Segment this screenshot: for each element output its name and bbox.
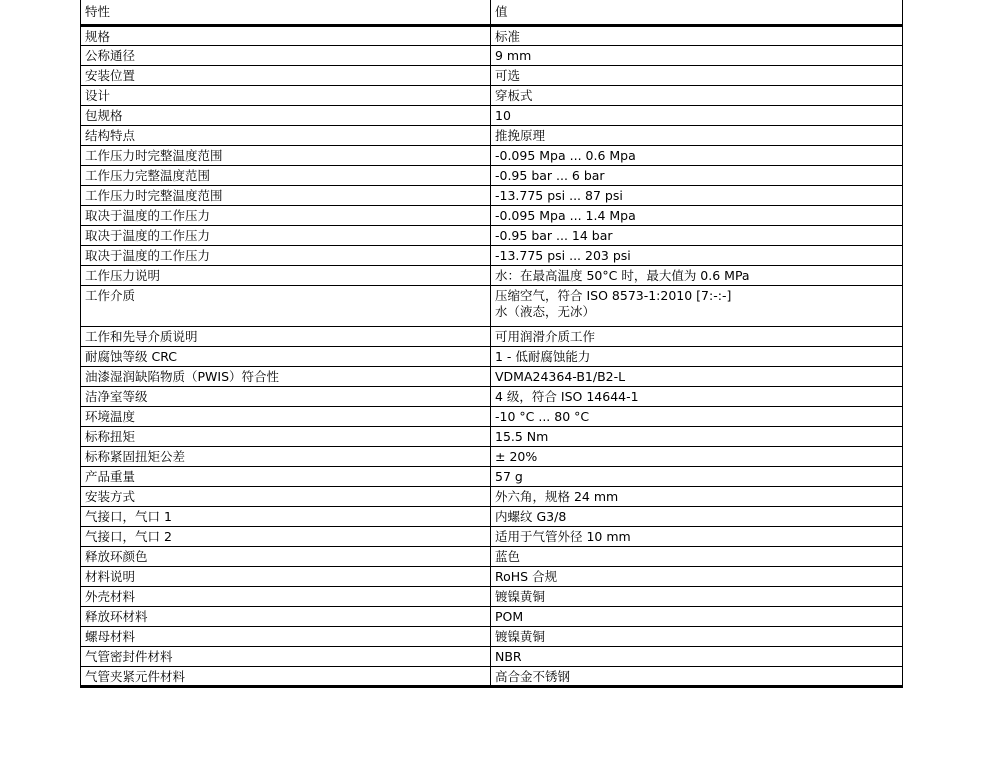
- table-row: [81, 506, 903, 526]
- property-cell: 安装位置: [81, 65, 491, 85]
- property-cell: 规格: [81, 25, 491, 45]
- value-cell: 10: [491, 105, 903, 125]
- table-row: [81, 245, 903, 265]
- table-row: [81, 526, 903, 546]
- table-row: [81, 466, 903, 486]
- table-row: [81, 285, 903, 326]
- property-cell: 工作和先导介质说明: [81, 326, 491, 346]
- property-cell: 外壳材料: [81, 586, 491, 606]
- value-cell: -0.95 bar ... 6 bar: [491, 165, 903, 185]
- property-cell: 工作压力说明: [81, 265, 491, 285]
- table-row: [81, 486, 903, 506]
- value-cell: ± 20%: [491, 446, 903, 466]
- value-cell: 可选: [491, 65, 903, 85]
- value-cell: 15.5 Nm: [491, 426, 903, 446]
- table-row: [81, 145, 903, 165]
- property-cell: 工作压力时完整温度范围: [81, 185, 491, 205]
- value-cell: 推挽原理: [491, 125, 903, 145]
- value-cell: 9 mm: [491, 45, 903, 65]
- value-cell: 适用于气管外径 10 mm: [491, 526, 903, 546]
- property-cell: 气接口，气口 2: [81, 526, 491, 546]
- value-cell: 外六角，规格 24 mm: [491, 486, 903, 506]
- property-cell: 取决于温度的工作压力: [81, 225, 491, 245]
- table-row: [81, 406, 903, 426]
- property-cell: 取决于温度的工作压力: [81, 205, 491, 225]
- table-row: [81, 666, 903, 686]
- table-row: [81, 566, 903, 586]
- property-cell: 工作压力时完整温度范围: [81, 145, 491, 165]
- table-row: [81, 105, 903, 125]
- value-cell: POM: [491, 606, 903, 626]
- table-row: [81, 125, 903, 145]
- table-row: [81, 446, 903, 466]
- value-cell: 4 级，符合 ISO 14644-1: [491, 386, 903, 406]
- table-row: [81, 346, 903, 366]
- value-cell: 57 g: [491, 466, 903, 486]
- value-cell: 压缩空气，符合 ISO 8573-1:2010 [7:-:-] 水（液态，无冰）: [491, 285, 903, 326]
- value-cell: 蓝色: [491, 546, 903, 566]
- value-cell: 镀镍黄铜: [491, 586, 903, 606]
- table-row: [81, 646, 903, 666]
- property-cell: 释放环材料: [81, 606, 491, 626]
- property-cell: 包规格: [81, 105, 491, 125]
- table-row: [81, 626, 903, 646]
- table-row: [81, 546, 903, 566]
- value-cell: -13.775 psi ... 87 psi: [491, 185, 903, 205]
- table-row: [81, 586, 903, 606]
- table-body: [81, 25, 903, 686]
- property-cell: 标称扭矩: [81, 426, 491, 446]
- property-cell: 取决于温度的工作压力: [81, 245, 491, 265]
- value-cell: -0.095 Mpa ... 1.4 Mpa: [491, 205, 903, 225]
- property-cell: 标称紧固扭矩公差: [81, 446, 491, 466]
- table-header-row: [81, 0, 903, 25]
- property-cell: 油漆湿润缺陷物质（PWIS）符合性: [81, 366, 491, 386]
- value-cell: -13.775 psi ... 203 psi: [491, 245, 903, 265]
- table-row: [81, 185, 903, 205]
- value-cell: 标准: [491, 25, 903, 45]
- value-cell: 高合金不锈钢: [491, 666, 903, 686]
- property-cell: 释放环颜色: [81, 546, 491, 566]
- column-header-property: 特性: [81, 0, 491, 25]
- property-cell: 气管密封件材料: [81, 646, 491, 666]
- value-cell: 1 - 低耐腐蚀能力: [491, 346, 903, 366]
- property-cell: 耐腐蚀等级 CRC: [81, 346, 491, 366]
- table-row: [81, 165, 903, 185]
- value-cell: -0.095 Mpa ... 0.6 Mpa: [491, 145, 903, 165]
- table-row: [81, 265, 903, 285]
- property-cell: 螺母材料: [81, 626, 491, 646]
- table-row: [81, 65, 903, 85]
- property-cell: 公称通径: [81, 45, 491, 65]
- property-cell: 材料说明: [81, 566, 491, 586]
- table-row: [81, 25, 903, 45]
- table-row: [81, 205, 903, 225]
- value-cell: RoHS 合规: [491, 566, 903, 586]
- property-cell: 结构特点: [81, 125, 491, 145]
- value-cell: VDMA24364-B1/B2-L: [491, 366, 903, 386]
- table-row: [81, 386, 903, 406]
- property-cell: 安装方式: [81, 486, 491, 506]
- table-row: [81, 85, 903, 105]
- table-row: [81, 45, 903, 65]
- property-cell: 气管夹紧元件材料: [81, 666, 491, 686]
- value-cell: 内螺纹 G3/8: [491, 506, 903, 526]
- value-cell: 可用润滑介质工作: [491, 326, 903, 346]
- value-cell: 镀镍黄铜: [491, 626, 903, 646]
- property-cell: 工作压力完整温度范围: [81, 165, 491, 185]
- value-cell: NBR: [491, 646, 903, 666]
- column-header-value: 值: [491, 0, 903, 25]
- property-cell: 环境温度: [81, 406, 491, 426]
- table-row: [81, 225, 903, 245]
- property-cell: 气接口，气口 1: [81, 506, 491, 526]
- value-cell: 穿板式: [491, 85, 903, 105]
- value-cell: -10 °C ... 80 °C: [491, 406, 903, 426]
- property-cell: 工作介质: [81, 285, 491, 326]
- value-cell: 水：在最高温度 50°C 时，最大值为 0.6 MPa: [491, 265, 903, 285]
- value-cell: -0.95 bar ... 14 bar: [491, 225, 903, 245]
- table-row: [81, 366, 903, 386]
- table-row: [81, 606, 903, 626]
- property-cell: 产品重量: [81, 466, 491, 486]
- property-cell: 设计: [81, 85, 491, 105]
- table-row: [81, 426, 903, 446]
- spec-table: [80, 0, 903, 688]
- table-row: [81, 326, 903, 346]
- property-cell: 洁净室等级: [81, 386, 491, 406]
